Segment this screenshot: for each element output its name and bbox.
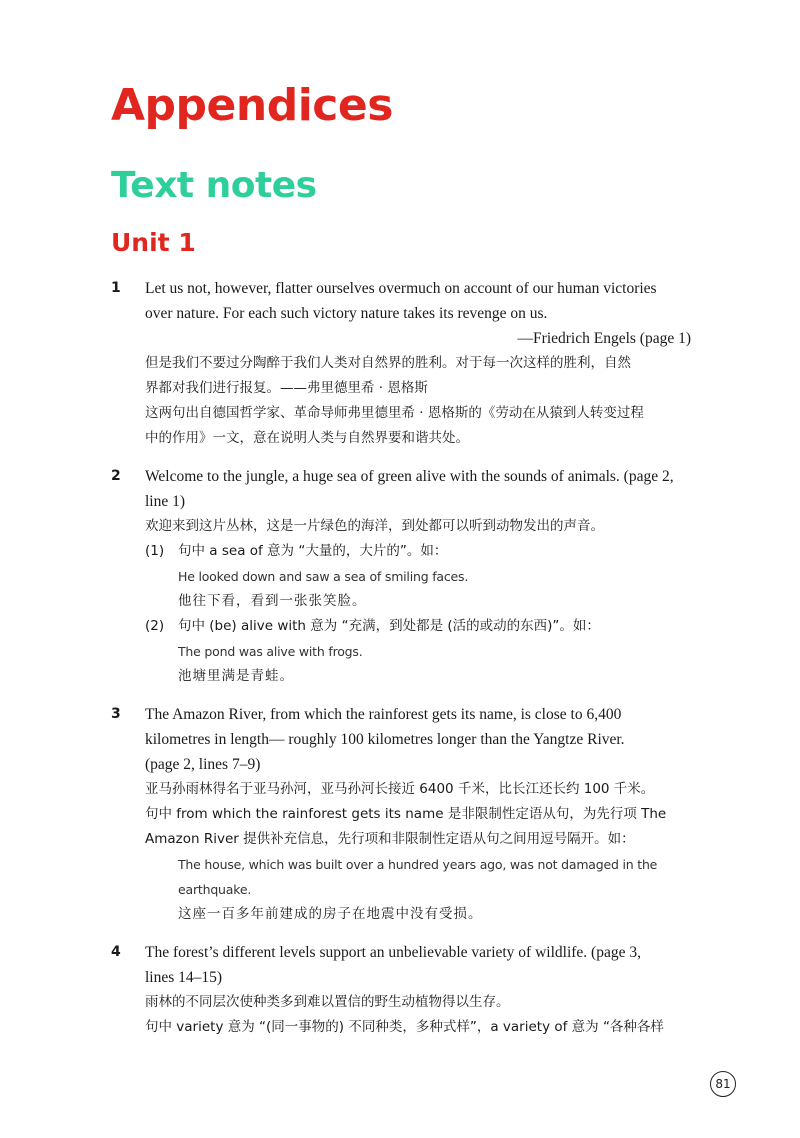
note-1 <box>111 276 691 451</box>
sub-note-text: 句中 a sea of 意为 “大量的，大片的”。如： <box>178 543 448 559</box>
note-english-line: Let us not, however, flatter ourselves overmuch on account of our human victories <box>145 280 657 297</box>
sub-note-number: (1) <box>145 543 165 559</box>
note-chinese-line: Amazon River 提供补充信息，先行项和非限制性定语从句之间用逗号隔开。如： <box>145 831 635 847</box>
note-chinese-line: 雨林的不同层次使种类多到难以置信的野生动植物得以生存。 <box>145 994 510 1010</box>
note-number: 3 <box>111 706 121 722</box>
note-4 <box>111 940 691 1040</box>
note-body <box>145 940 691 1040</box>
sub-note-text: 句中 (be) alive with 意为 “充满，到处都是 (活的或动的东西)”。如： <box>178 618 600 634</box>
unit-heading: Unit 1 <box>111 228 196 257</box>
note-english-line: over nature. For each such victory nature takes its revenge on us. <box>145 305 548 322</box>
note-chinese-line: 句中 variety 意为 “(同一事物的) 不同种类，多种式样”，a variety of 意为 “各种各样 <box>145 1019 664 1035</box>
example-chinese: 他往下看，看到一张张笑脸。 <box>178 593 367 609</box>
example-english: He looked down and saw a sea of smiling faces. <box>178 569 469 584</box>
note-english-line: lines 14–15) <box>145 969 223 986</box>
note-body <box>145 702 691 927</box>
example-english: The pond was alive with frogs. <box>178 644 363 659</box>
page-number: 81 <box>710 1071 736 1097</box>
note-chinese-line: 这两句出自德国哲学家、革命导师弗里德里希 · 恩格斯的《劳动在从猿到人转变过程 <box>145 405 644 421</box>
note-chinese-line: 亚马孙雨林得名于亚马孙河，亚马孙河长接近 6400 千米，比长江还长约 100 千米。 <box>145 781 655 797</box>
example-english: earthquake. <box>178 882 252 897</box>
note-english-line: The Amazon River, from which the rainforest gets its name, is close to 6,400 <box>145 706 622 723</box>
note-english-line: kilometres in length— roughly 100 kilometres longer than the Yangtze River. <box>145 731 625 748</box>
sub-note <box>145 539 691 564</box>
note-english-line: line 1) <box>145 493 186 510</box>
note-english-line: Welcome to the jungle, a huge sea of green alive with the sounds of animals. (page 2, <box>145 468 674 485</box>
note-chinese-line: 界都对我们进行报复。——弗里德里希 · 恩格斯 <box>145 380 428 396</box>
note-number: 2 <box>111 468 121 484</box>
note-chinese-line: 欢迎来到这片丛林，这是一片绿色的海洋，到处都可以听到动物发出的声音。 <box>145 518 604 534</box>
quote-attribution: —Friedrich Engels (page 1) <box>517 330 691 347</box>
note-number: 1 <box>111 280 121 296</box>
note-chinese-line: 句中 from which the rainforest gets its name 是非限制性定语从句，为先行项 The <box>145 806 667 822</box>
note-english-line: (page 2, lines 7–9) <box>145 756 261 773</box>
example-chinese: 这座一百多年前建成的房子在地震中没有受损。 <box>178 906 483 922</box>
note-number: 4 <box>111 944 121 960</box>
note-body <box>145 276 691 451</box>
sub-note <box>145 614 691 639</box>
note-3 <box>111 702 691 927</box>
example-chinese: 池塘里满是青蛙。 <box>178 668 294 684</box>
note-2 <box>111 464 691 689</box>
note-chinese-line: 中的作用》一文，意在说明人类与自然界要和谐共处。 <box>145 430 469 446</box>
section-title: Text notes <box>111 165 317 206</box>
note-english-line: The forest’s different levels support an unbelievable variety of wildlife. (page 3, <box>145 944 641 961</box>
example-english: The house, which was built over a hundred years ago, was not damaged in the <box>178 857 658 872</box>
page-title: Appendices <box>111 80 393 131</box>
note-body <box>145 464 691 689</box>
sub-note-number: (2) <box>145 618 165 634</box>
note-chinese-line: 但是我们不要过分陶醉于我们人类对自然界的胜利。对于每一次这样的胜利，自然 <box>145 355 631 371</box>
